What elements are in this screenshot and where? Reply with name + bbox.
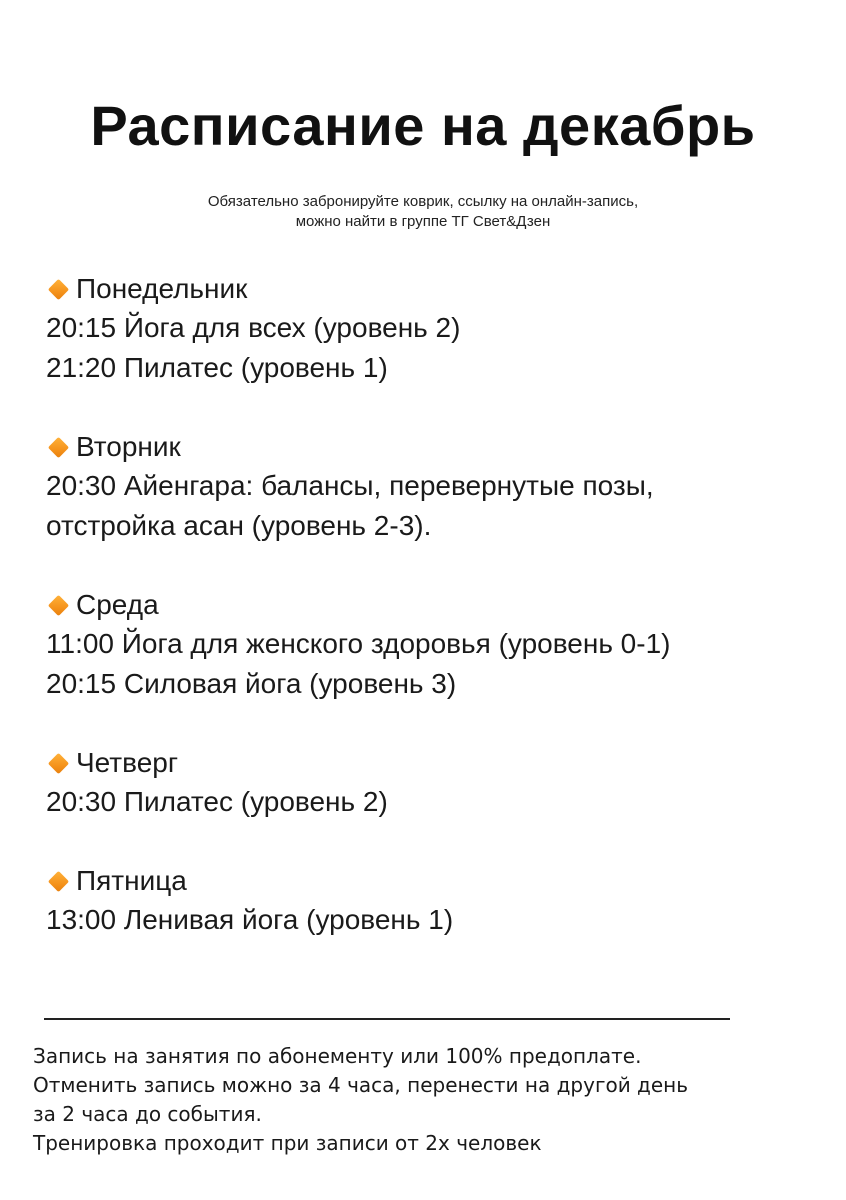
rules-notes [33, 1042, 813, 1158]
booking-notice-line-1: Обязательно забронируйте коврик, ссылку на онлайн-запись, [207, 193, 639, 210]
day-name: Вторник [76, 431, 181, 462]
day-monday [46, 270, 806, 388]
day-wednesday [46, 586, 806, 704]
day-name: Четверг [76, 747, 179, 778]
note-line: за 2 часа до события. [33, 1102, 262, 1126]
note-line: Тренировка проходит при записи от 2х человек [33, 1131, 542, 1155]
class-entry: 20:30 Айенгара: балансы, перевернутые позы, [46, 470, 654, 501]
note-line: Запись на занятия по абонементу или 100% предоплате. [33, 1044, 642, 1068]
booking-notice-line-2: можно найти в группе ТГ Свет&Дзен [295, 213, 551, 230]
class-entry: 20:30 Пилатес (уровень 2) [46, 786, 388, 817]
divider-line [44, 1018, 730, 1020]
orange-diamond-icon [48, 594, 69, 615]
orange-diamond-icon [48, 436, 69, 457]
schedule-list [46, 270, 806, 980]
class-entry: 11:00 Йога для женского здоровья (уровень 0-1) [46, 628, 671, 659]
day-thursday [46, 744, 806, 822]
class-entry: 21:20 Пилатес (уровень 1) [46, 352, 388, 383]
orange-diamond-icon [48, 278, 69, 299]
day-friday [46, 862, 806, 940]
class-entry: 13:00 Ленивая йога (уровень 1) [46, 904, 454, 935]
day-name: Понедельник [76, 273, 248, 304]
day-tuesday [46, 428, 806, 546]
class-entry-continued: отстройка асан (уровень 2-3). [46, 510, 432, 541]
booking-notice [0, 192, 846, 232]
class-entry: 20:15 Йога для всех (уровень 2) [46, 312, 461, 343]
page-title: Расписание на декабрь [90, 94, 756, 157]
note-line: Отменить запись можно за 4 часа, перенести на другой день [33, 1073, 689, 1097]
orange-diamond-icon [48, 752, 69, 773]
class-entry: 20:15 Силовая йога (уровень 3) [46, 668, 457, 699]
day-name: Пятница [76, 865, 187, 896]
day-name: Среда [76, 589, 159, 620]
orange-diamond-icon [48, 870, 69, 891]
